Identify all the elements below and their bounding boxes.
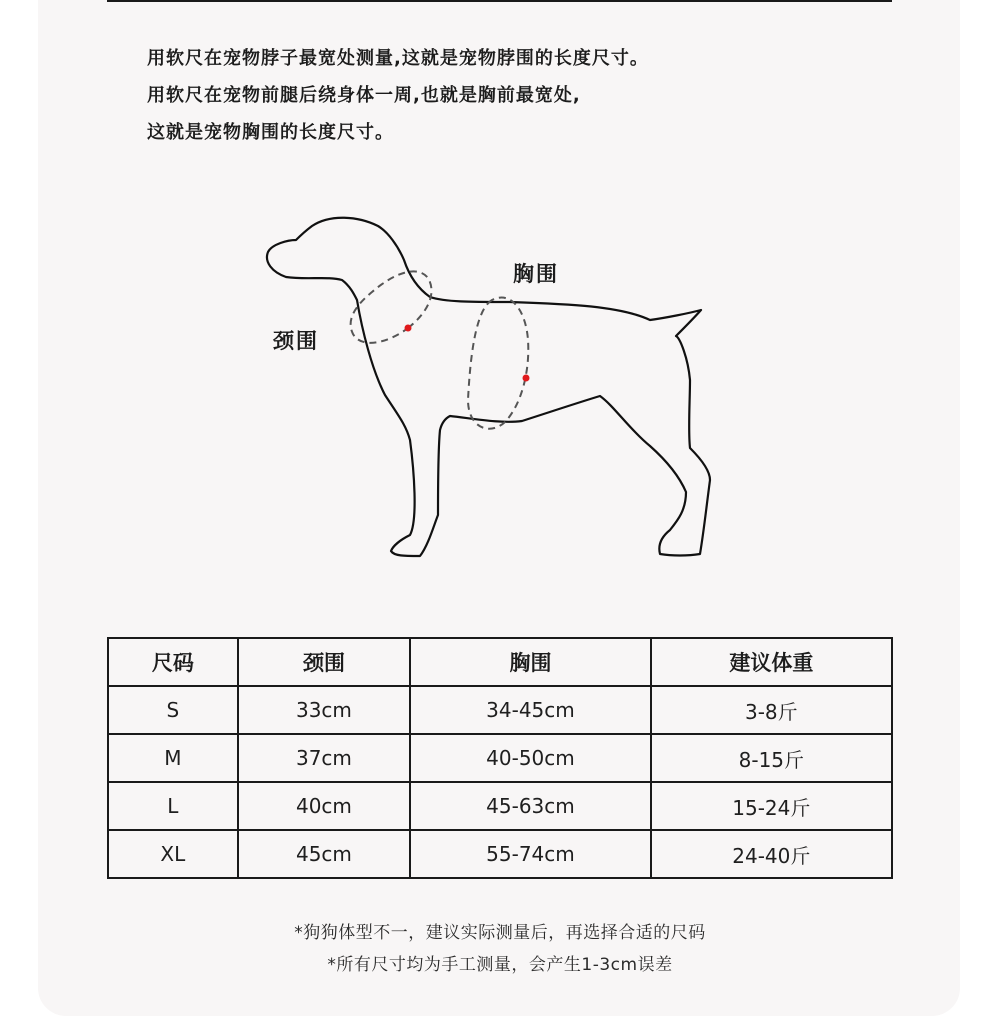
table-row xyxy=(108,782,892,830)
dog-measurement-diagram xyxy=(250,205,720,565)
table-row xyxy=(108,830,892,878)
footnote-tolerance: *所有尺寸均为手工测量，会产生1-3cm误差 xyxy=(327,955,673,975)
neck-marker-dot xyxy=(405,325,412,332)
header-neck: 颈围 xyxy=(238,638,411,686)
size-chart-table xyxy=(107,637,893,879)
table-row xyxy=(108,734,892,782)
top-divider xyxy=(107,0,892,2)
neck-label: 颈围 xyxy=(273,329,319,353)
cell-weight: 8-15斤 xyxy=(651,734,892,782)
cell-size: L xyxy=(108,782,238,830)
cell-size: M xyxy=(108,734,238,782)
instruction-line-neck: 用软尺在宠物脖子最宽处测量,这就是宠物脖围的长度尺寸。 xyxy=(147,48,649,69)
cell-neck: 40cm xyxy=(238,782,411,830)
chest-measure-loop xyxy=(468,298,528,429)
header-size: 尺码 xyxy=(108,638,238,686)
chest-label: 胸围 xyxy=(513,262,559,286)
header-chest: 胸围 xyxy=(410,638,650,686)
chest-marker-dot xyxy=(523,375,530,382)
cell-weight: 15-24斤 xyxy=(651,782,892,830)
cell-size: S xyxy=(108,686,238,734)
instruction-line-chest: 用软尺在宠物前腿后绕身体一周,也就是胸前最宽处, xyxy=(147,85,581,106)
cell-weight: 3-8斤 xyxy=(651,686,892,734)
cell-neck: 45cm xyxy=(238,830,411,878)
cell-neck: 33cm xyxy=(238,686,411,734)
table-row xyxy=(108,686,892,734)
cell-weight: 24-40斤 xyxy=(651,830,892,878)
cell-chest: 45-63cm xyxy=(410,782,650,830)
header-weight: 建议体重 xyxy=(651,638,892,686)
cell-size: XL xyxy=(108,830,238,878)
footnotes xyxy=(0,917,1000,981)
cell-chest: 40-50cm xyxy=(410,734,650,782)
cell-chest: 55-74cm xyxy=(410,830,650,878)
cell-chest: 34-45cm xyxy=(410,686,650,734)
cell-neck: 37cm xyxy=(238,734,411,782)
footnote-fit: *狗狗体型不一，建议实际测量后，再选择合适的尺码 xyxy=(294,923,706,943)
instruction-line-chest-cont: 这就是宠物胸围的长度尺寸。 xyxy=(147,122,394,143)
table-header-row xyxy=(108,638,892,686)
measurement-instructions xyxy=(147,40,649,151)
dog-outline xyxy=(267,218,710,556)
